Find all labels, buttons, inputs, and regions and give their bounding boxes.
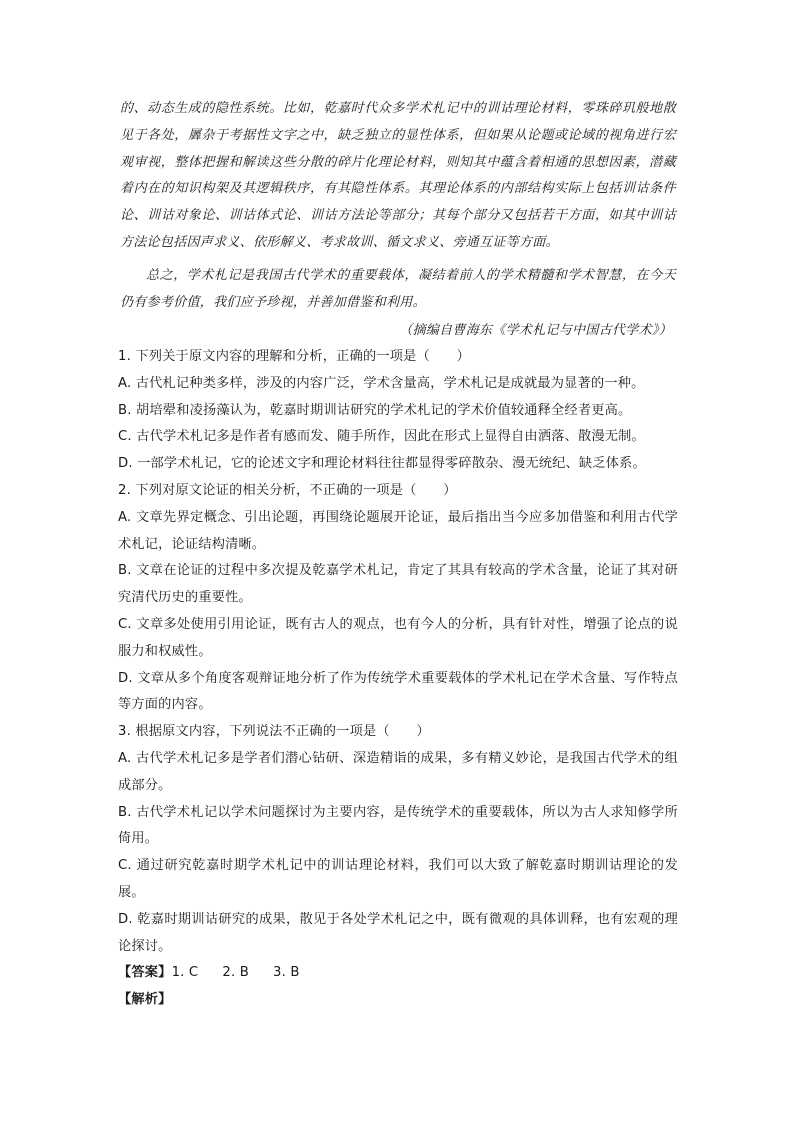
question-3-stem: 3. 根据原文内容，下列说法不正确的一项是（ ） xyxy=(118,724,430,740)
question-3-option-a: A. 古代学术札记多是学者们潜心钻研、深造精诣的成果，多有精义妙论，是我国古代学术的组成部分。 xyxy=(118,750,678,793)
question-1-option-b: B. 胡培翚和凌扬藻认为，乾嘉时期训诂研究的学术札记的学术价值较通释全经者更高。 xyxy=(118,402,632,418)
question-3-option-d: D. 乾嘉时期训诂研究的成果，散见于各处学术札记之中，既有微观的具体训释，也有宏观的理论探讨。 xyxy=(118,911,678,954)
question-section xyxy=(118,344,678,1014)
question-2-option-a: A. 文章先界定概念、引出论题，再围绕论题展开论证，最后指出当今应多加借鉴和利用古代学术札记，论证结构清晰。 xyxy=(118,509,678,552)
answer-line xyxy=(118,960,678,987)
passage-paragraph-1: 的、动态生成的隐性系统。比如，乾嘉时代众多学术札记中的训诂理论材料，零珠碎玑般地散见于各处，羼杂于考据性文字之中，缺乏独立的显性体系，但如果从论题或论域的视角进行宏观审视，整体把握和解读这些分散的碎片化理论材料，则知其中蕴含着相通的思想因素，潜藏着内在的知识构架及其逻辑秩序，有其隐性体系。其理论体系的内部结构实际上包括训诂条件论、训诂对象论、训诂体式论、训诂方法论等部分；其每个部分又包括若干方面，如其中训诂方法论包括因声求义、依形解义、考求故训、循文求义、旁通互证等方面。 xyxy=(120,101,676,250)
question-2-option-d: D. 文章从多个角度客观辩证地分析了作为传统学术重要载体的学术札记在学术含量、写作特点等方面的内容。 xyxy=(118,670,678,713)
question-2-stem: 2. 下列对原文论证的相关分析，不正确的一项是（ ） xyxy=(118,482,457,498)
question-3-option-b: B. 古代学术札记以学术问题探讨为主要内容，是传统学术的重要载体，所以为古人求知修学所倚用。 xyxy=(118,804,678,847)
answer-item-2: 2. B xyxy=(222,965,249,981)
question-3-option-c: C. 通过研究乾嘉时期学术札记中的训诂理论材料，我们可以大致了解乾嘉时期训诂理论的发展。 xyxy=(118,858,678,900)
question-1-stem: 1. 下列关于原文内容的理解和分析，正确的一项是（ ） xyxy=(118,349,471,364)
answer-item-1: 1. C xyxy=(171,965,199,981)
question-2-option-b: B. 文章在论证的过程中多次提及乾嘉学术札记，肯定了其具有较高的学术含量，论证了其对研究清代历史的重要性。 xyxy=(118,563,678,606)
passage-source: （摘编自曹海东《学术札记与中国古代学术》） xyxy=(399,323,672,339)
analysis-line xyxy=(118,987,678,1014)
question-1-option-c: C. 古代学术札记多是作者有感而发、随手所作，因此在形式上显得自由洒落、散漫无制。 xyxy=(118,429,645,445)
question-1-option-a: A. 古代札记种类多样，涉及的内容广泛，学术含量高，学术札记是成就最为显著的一种。 xyxy=(118,375,645,391)
passage-paragraph-2: 总之，学术札记是我国古代学术的重要载体，凝结着前人的学术精髓和学术智慧，在今天仍有参考价值，我们应予珍视，并善加借鉴和利用。 xyxy=(120,267,676,310)
question-2-option-c: C. 文章多处使用引用论证，既有古人的观点，也有今人的分析，具有针对性，增强了论点的说服力和权威性。 xyxy=(118,616,678,659)
answer-label: 【答案】 xyxy=(118,965,172,981)
analysis-label: 【解析】 xyxy=(118,992,172,1008)
question-1-option-d: D. 一部学术札记，它的论述文字和理论材料往往都显得零碎散杂、漫无统纪、缺乏体系。 xyxy=(118,456,646,472)
answer-item-3: 3. B xyxy=(272,965,300,981)
reading-passage xyxy=(120,96,676,345)
